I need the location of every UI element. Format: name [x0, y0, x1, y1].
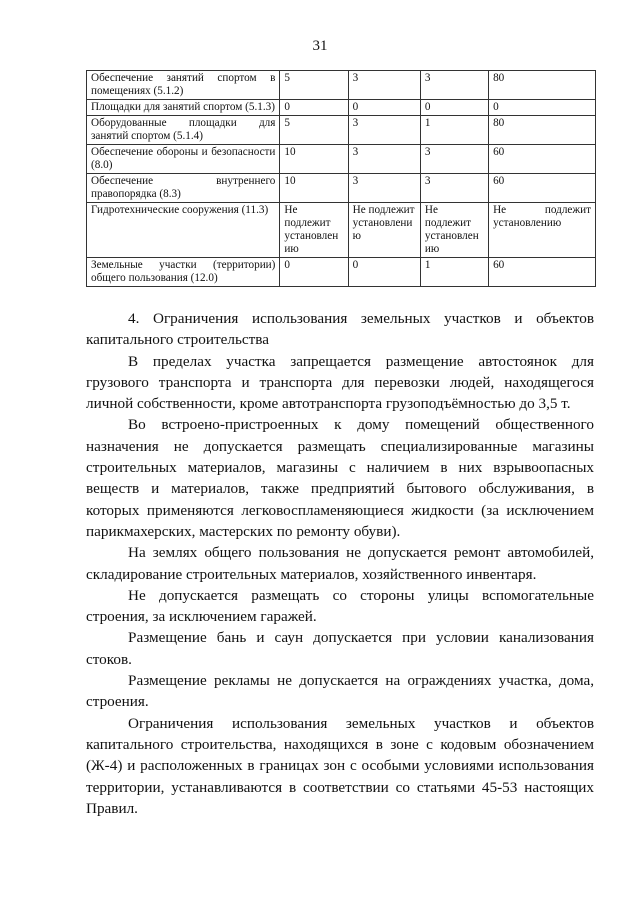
cell-value: 60 — [489, 258, 596, 287]
cell-value: Не подлежит установлен ию — [420, 203, 488, 258]
cell-value: Не подлежит установлен ию — [280, 203, 348, 258]
cell-value: 0 — [348, 100, 420, 116]
cell-value: 3 — [348, 71, 420, 100]
paragraph: Ограничения использования земельных участков и объектов капитального строительства, находящихся в зоне с кодовым обозначением (Ж-4) и расположенных в границах зон с особыми условиями использования территории, устанавливаются в соответствии со статьями 45-53 настоящих Правил. — [86, 714, 594, 817]
table-row — [87, 100, 596, 116]
row-name: Оборудованные площадки для занятий спортом (5.1.4) — [87, 116, 280, 145]
cell-value: 10 — [280, 174, 348, 203]
cell-value: 1 — [420, 116, 488, 145]
cell-value: Не подлежит установлени ю — [348, 203, 420, 258]
cell-value: 0 — [280, 258, 348, 287]
table-row — [87, 71, 596, 100]
paragraph: Не допускается размещать со стороны улицы вспомогательные строения, за исключением гаражей. — [86, 586, 594, 626]
row-name: Обеспечение внутреннего правопорядка (8.3) — [87, 174, 280, 203]
table-row — [87, 203, 596, 258]
cell-value: 0 — [489, 100, 596, 116]
table-row — [87, 145, 596, 174]
restrictions-table — [86, 70, 596, 287]
cell-value: 3 — [348, 145, 420, 174]
cell-value: 0 — [420, 100, 488, 116]
cell-value: 3 — [348, 116, 420, 145]
cell-value: 80 — [489, 71, 596, 100]
row-name: Земельные участки (территории) общего пользования (12.0) — [87, 258, 280, 287]
section-heading: 4. Ограничения использования земельных участков и объектов капитального строительства — [86, 310, 594, 349]
cell-value: 0 — [348, 258, 420, 287]
cell-value: 1 — [420, 258, 488, 287]
cell-value: 3 — [348, 174, 420, 203]
paragraph: Размещение бань и саун допускается при условии канализования стоков. — [86, 629, 594, 668]
paragraph: Размещение рекламы не допускается на ограждениях участка, дома, строения. — [86, 672, 594, 711]
paragraph: В пределах участка запрещается размещение автостоянок для грузового транспорта и транспорта для перевозки людей, находящегося личной собственности, кроме автотранспорта грузоподъёмностью до 3,5 т. — [86, 352, 594, 413]
cell-value: 3 — [420, 174, 488, 203]
paragraph: На землях общего пользования не допускается ремонт автомобилей, складирование строительных материалов, хозяйственного инвентаря. — [86, 544, 594, 583]
row-name: Обеспечение обороны и безопасности (8.0) — [87, 145, 280, 174]
table-row — [87, 174, 596, 203]
row-name: Площадки для занятий спортом (5.1.3) — [87, 100, 280, 116]
cell-value: 60 — [489, 174, 596, 203]
table-row — [87, 258, 596, 287]
cell-value: 3 — [420, 145, 488, 174]
table-row — [87, 116, 596, 145]
cell-value: Не подлежит установлению — [489, 203, 596, 258]
cell-value: 0 — [280, 100, 348, 116]
cell-value: 5 — [280, 116, 348, 145]
page-number: 31 — [312, 38, 328, 54]
paragraph: Во встроено-пристроенных к дому помещений общественного назначения не допускается размещать специализированные магазины строительных материалов, магазины с наличием в них взрывоопасных веществ и материалов, также предприятий бытового обслуживания, в которых применяются легковоспламеняющиеся жидкости (за исключением парикмахерских, мастерских по ремонту обуви). — [86, 416, 594, 540]
cell-value: 10 — [280, 145, 348, 174]
cell-value: 80 — [489, 116, 596, 145]
cell-value: 5 — [280, 71, 348, 100]
row-name: Гидротехнические сооружения (11.3) — [87, 203, 280, 258]
cell-value: 3 — [420, 71, 488, 100]
document-body — [86, 308, 594, 819]
cell-value: 60 — [489, 145, 596, 174]
row-name: Обеспечение занятий спортом в помещениях (5.1.2) — [87, 71, 280, 100]
